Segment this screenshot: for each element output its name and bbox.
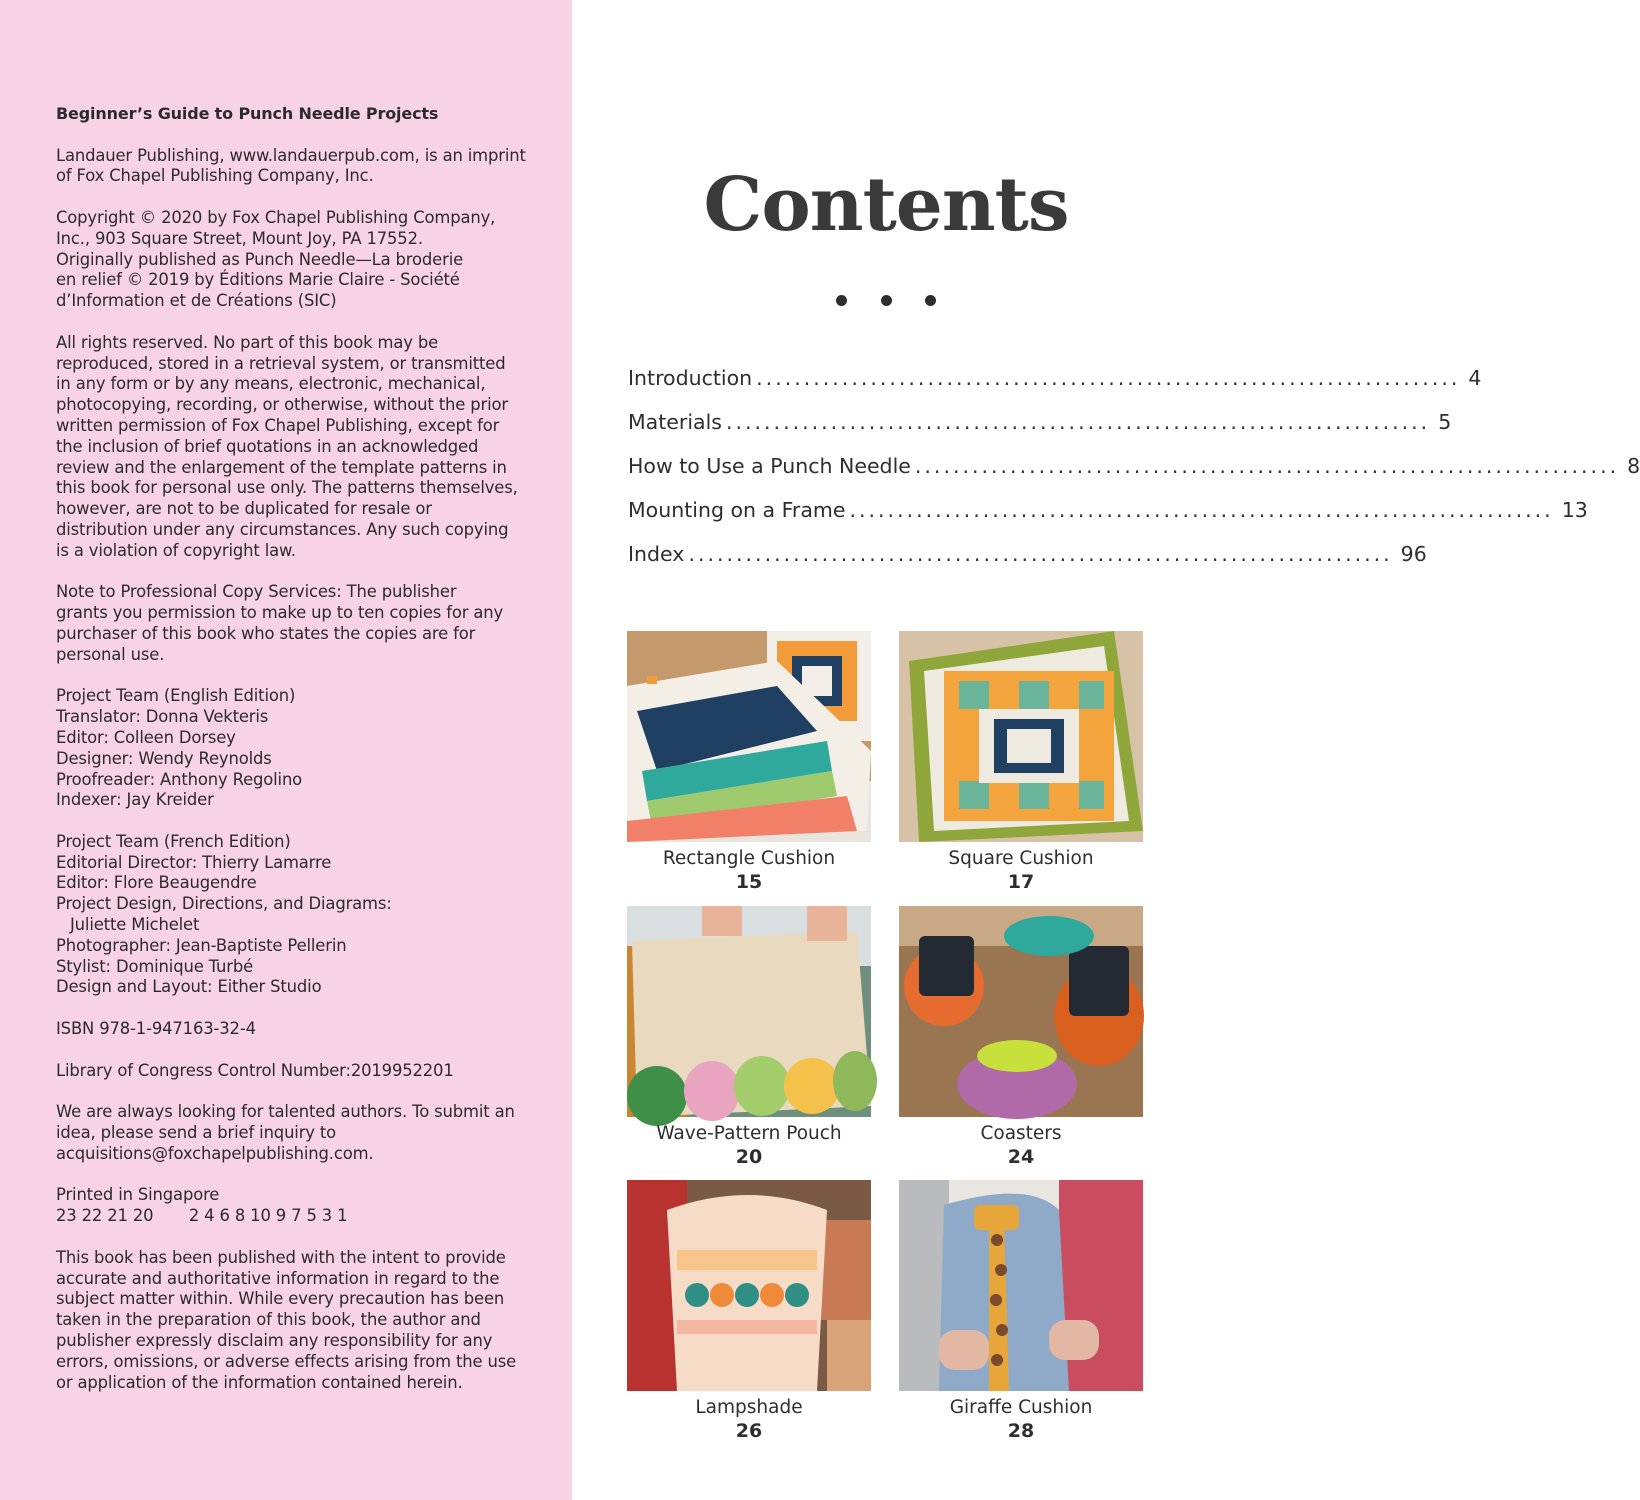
toc-entry-page: 13 [1561,498,1588,522]
square-cushion-photo [899,631,1143,842]
copyright-line: Copyright © 2020 by Fox Chapel Publishing Company, [56,207,496,227]
copy-services-paragraph [56,582,536,665]
copyright-line: en relief © 2019 by Éditions Marie Claire - Société [56,270,460,290]
rights-line: however, are not to be duplicated for resale or [56,499,432,519]
rights-line: in any form or by any means, electronic, mechanical, [56,374,486,394]
rights-line: the inclusion of brief quotations in an acknowledged [56,436,479,456]
project-page: 26 [735,1420,763,1442]
team-line: Design and Layout: Either Studio [56,977,322,997]
toc-entry-materials[interactable] [628,410,1452,454]
publisher-line: Landauer Publishing, www.landauerpub.com, is an imprint [56,145,526,165]
ornament-dot [881,295,892,306]
rights-line: reproduced, stored in a retrieval system, or transmitted [56,353,506,373]
isbn: ISBN 978-1-947163-32-4 [56,1019,256,1039]
copyright-line: Originally published as Punch Needle—La broderie [56,249,464,269]
toc-leader-dots: .......................................................................... [725,410,1431,434]
rights-line: review and the enlargement of the template patterns in [56,457,507,477]
coasters-photo [899,906,1143,1117]
toc-entry-title: How to Use a Punch Needle [628,454,911,478]
book-title: Beginner’s Guide to Punch Needle Projects [56,104,439,123]
project-rectangle-cushion[interactable] [627,631,871,894]
disclaimer-line: This book has been published with the intent to provide [56,1247,506,1267]
copyright-panel [0,0,572,1500]
disclaimer-paragraph [56,1248,536,1394]
copyright-text [56,104,536,1414]
project-page: 24 [1007,1146,1035,1168]
team-line: Photographer: Jean-Baptiste Pellerin [56,935,347,955]
project-name: Square Cushion [948,848,1094,869]
toc-entry-mounting[interactable] [628,498,1588,542]
authors-line: acquisitions@foxchapelpublishing.com. [56,1143,374,1163]
toc-entry-page: 8 [1627,454,1640,478]
toc-entry-index[interactable] [628,542,1427,586]
authors-paragraph [56,1102,536,1164]
rights-line: written permission of Fox Chapel Publishing, except for [56,415,500,435]
team-line: Project Team (French Edition) [56,831,291,851]
project-name: Giraffe Cushion [949,1397,1093,1418]
copy-services-line: purchaser of this book who states the copies are for [56,623,476,643]
disclaimer-line: taken in the preparation of this book, the author and [56,1310,481,1330]
toc-leader-dots: .......................................................................... [688,542,1393,566]
team-line: Designer: Wendy Reynolds [56,748,272,768]
ornament-dot [836,295,847,306]
team-line: Stylist: Dominique Turbé [56,956,254,976]
disclaimer-line: subject matter within. While every precaution has been [56,1289,505,1309]
project-page: 28 [1007,1420,1035,1442]
project-name: Lampshade [695,1397,803,1418]
toc-entry-page: 96 [1400,542,1427,566]
team-line: Proofreader: Anthony Regolino [56,769,303,789]
project-name: Coasters [980,1123,1062,1144]
loc-number: Library of Congress Control Number:2019952201 [56,1060,454,1080]
copy-services-line: personal use. [56,644,165,664]
team-line: Indexer: Jay Kreider [56,790,214,810]
disclaimer-line: publisher expressly disclaim any responsibility for any [56,1331,493,1351]
rectangle-cushion-photo [627,631,871,842]
rights-line: this book for personal use only. The patterns themselves, [56,478,518,498]
team-line: Translator: Donna Vekteris [56,707,269,727]
disclaimer-line: or application of the information contained herein. [56,1372,463,1392]
team-line: Project Team (English Edition) [56,686,296,706]
toc-leader-dots: .......................................................................... [849,498,1554,522]
toc-entry-introduction[interactable] [628,366,1482,410]
project-name: Wave-Pattern Pouch [656,1123,842,1144]
rights-line: distribution under any circumstances. Any such copying [56,519,509,539]
team-line: Editor: Flore Beaugendre [56,873,257,893]
print-numbers: 23 22 21 20 2 4 6 8 10 9 7 5 3 1 [56,1206,348,1226]
project-name: Rectangle Cushion [662,848,836,869]
lampshade-photo [627,1180,871,1391]
project-giraffe-cushion[interactable] [899,1180,1143,1443]
team-line: Editorial Director: Thierry Lamarre [56,852,332,872]
toc-entry-title: Introduction [628,366,753,390]
project-page: 17 [1007,871,1035,893]
toc-leader-dots: .......................................................................... [756,366,1461,390]
dots-ornament [836,295,936,309]
authors-line: We are always looking for talented authors. To submit an [56,1102,515,1122]
toc-entry-title: Mounting on a Frame [628,498,846,522]
toc-entry-page: 5 [1438,410,1452,434]
rights-line: All rights reserved. No part of this book may be [56,332,439,352]
disclaimer-line: accurate and authoritative information in regard to the [56,1268,500,1288]
team-line: Juliette Michelet [70,915,200,935]
toc-entry-page: 4 [1468,366,1482,390]
project-page: 15 [735,871,763,893]
project-coasters[interactable] [899,906,1143,1169]
copy-services-line: Note to Professional Copy Services: The publisher [56,582,457,602]
contents-heading: Contents [703,162,1069,248]
team-line: Project Design, Directions, and Diagrams: [56,894,392,914]
project-square-cushion[interactable] [899,631,1143,894]
team-line: Editor: Colleen Dorsey [56,727,236,747]
team-english-paragraph [56,686,536,811]
copyright-paragraph [56,208,536,312]
rights-paragraph [56,333,536,562]
project-page: 20 [735,1146,763,1168]
publisher-line: of Fox Chapel Publishing Company, Inc. [56,166,374,186]
copyright-line: Inc., 903 Square Street, Mount Joy, PA 17552. [56,228,423,248]
ornament-dot [925,295,936,306]
print-paragraph [56,1185,536,1227]
team-french-paragraph [56,832,536,998]
table-of-contents [628,366,1640,586]
project-wave-pattern-pouch[interactable] [627,906,871,1169]
authors-line: idea, please send a brief inquiry to [56,1123,337,1143]
toc-entry-title: Index [628,542,685,566]
toc-entry-title: Materials [628,410,722,434]
rights-line: is a violation of copyright law. [56,540,296,560]
project-lampshade[interactable] [627,1180,871,1443]
giraffe-cushion-photo [899,1180,1143,1391]
wave-pattern-pouch-photo [627,906,871,1117]
toc-leader-dots: .......................................................................... [914,454,1620,478]
publisher-paragraph [56,146,536,188]
printed-in: Printed in Singapore [56,1185,220,1205]
copyright-line: d’Information et de Créations (SIC) [56,291,337,311]
disclaimer-line: errors, omissions, or adverse effects arising from the use [56,1351,517,1371]
copy-services-line: grants you permission to make up to ten copies for any [56,603,504,623]
toc-entry-how-to-use[interactable] [628,454,1640,498]
rights-line: photocopying, recording, or otherwise, without the prior [56,395,508,415]
